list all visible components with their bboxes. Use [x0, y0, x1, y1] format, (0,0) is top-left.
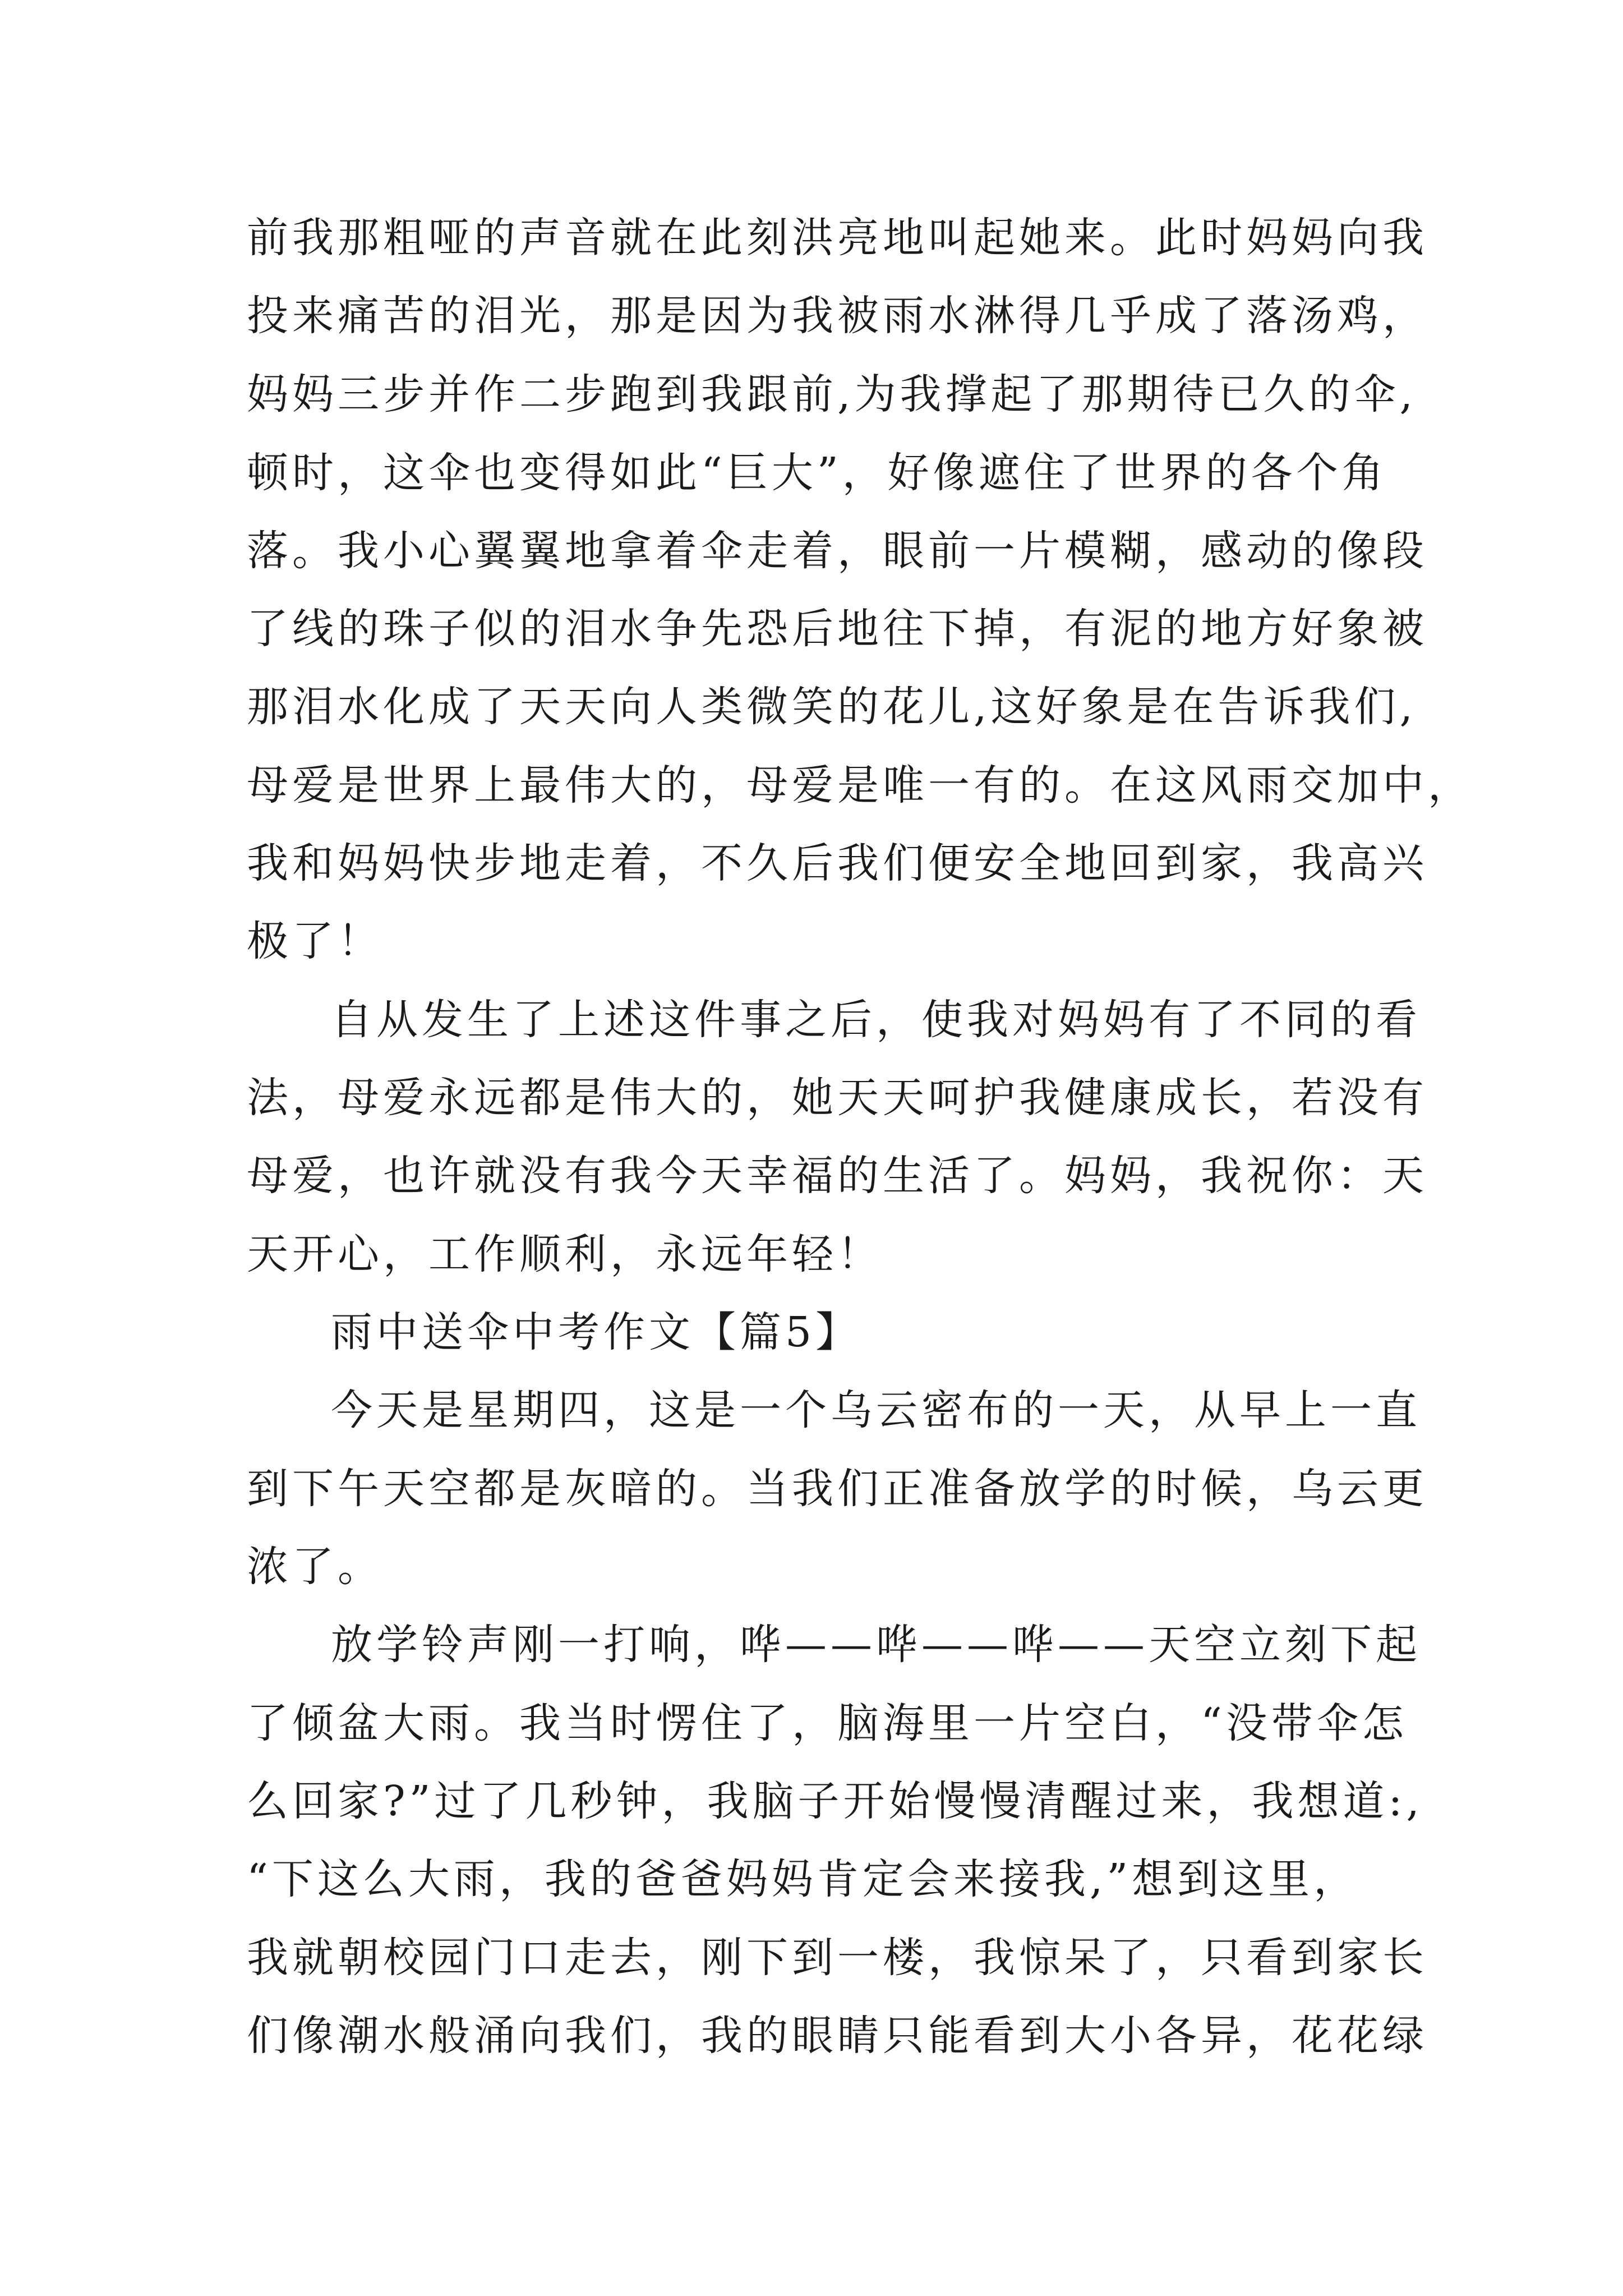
- text-line: 我和妈妈快步地走着，不久后我们便安全地回到家，我高兴: [247, 839, 1428, 887]
- text-line: 那泪水化成了天天向人类微笑的花儿,这好象是在告诉我们,: [247, 683, 1417, 731]
- text-line: 了线的珠子似的泪水争先恐后地往下掉，有泥的地方好象被: [247, 605, 1428, 653]
- text-line: 法，母爱永远都是伟大的，她天天呵护我健康成长，若没有: [247, 1074, 1428, 1122]
- paragraph-first-line: 自从发生了上述这件事之后，使我对妈妈有了不同的看: [331, 996, 1421, 1044]
- text-line: 母爱，也许就没有我今天幸福的生活了。妈妈，我祝你：天: [247, 1152, 1428, 1200]
- text-line: 极了！: [247, 917, 383, 965]
- section-heading: 雨中送伞中考作文【篇5】: [331, 1308, 861, 1356]
- text-line: 顿时，这伞也变得如此“巨大”，好像遮住了世界的各个角: [247, 449, 1387, 497]
- text-line: 了倾盆大雨。我当时愣住了，脑海里一片空白，“没带伞怎: [247, 1699, 1408, 1747]
- text-line: 妈妈三步并作二步跑到我跟前,为我撑起了那期待已久的伞,: [247, 370, 1417, 418]
- text-line: 前我那粗哑的声音就在此刻洪亮地叫起她来。此时妈妈向我: [247, 214, 1428, 262]
- text-line: 天开心，工作顺利，永远年轻！: [247, 1230, 883, 1278]
- text-line: 到下午天空都是灰暗的。当我们正准备放学的时候，乌云更: [247, 1465, 1428, 1513]
- text-line: 浓了。: [247, 1543, 383, 1591]
- text-line: 我就朝校园门口走去，刚下到一楼，我惊呆了，只看到家长: [247, 1934, 1428, 1982]
- text-line: “下这么大雨，我的爸爸妈妈肯定会来接我,”想到这里，: [247, 1855, 1359, 1903]
- text-line: 么回家?”过了几秒钟，我脑子开始慢慢清醒过来，我想道:,: [247, 1777, 1423, 1825]
- paragraph-first-line: 今天是星期四，这是一个乌云密布的一天，从早上一直: [331, 1386, 1421, 1434]
- text-line: 落。我小心翼翼地拿着伞走着，眼前一片模糊，感动的像段: [247, 527, 1428, 575]
- paragraph-first-line: 放学铃声刚一打响，哗——哗——哗——天空立刻下起: [331, 1621, 1421, 1669]
- text-line: 母爱是世界上最伟大的，母爱是唯一有的。在这风雨交加中，: [247, 761, 1473, 809]
- text-line: 们像潮水般涌向我们，我的眼睛只能看到大小各异，花花绿: [247, 2012, 1428, 2060]
- text-line: 投来痛苦的泪光，那是因为我被雨水淋得几乎成了落汤鸡，: [247, 292, 1428, 340]
